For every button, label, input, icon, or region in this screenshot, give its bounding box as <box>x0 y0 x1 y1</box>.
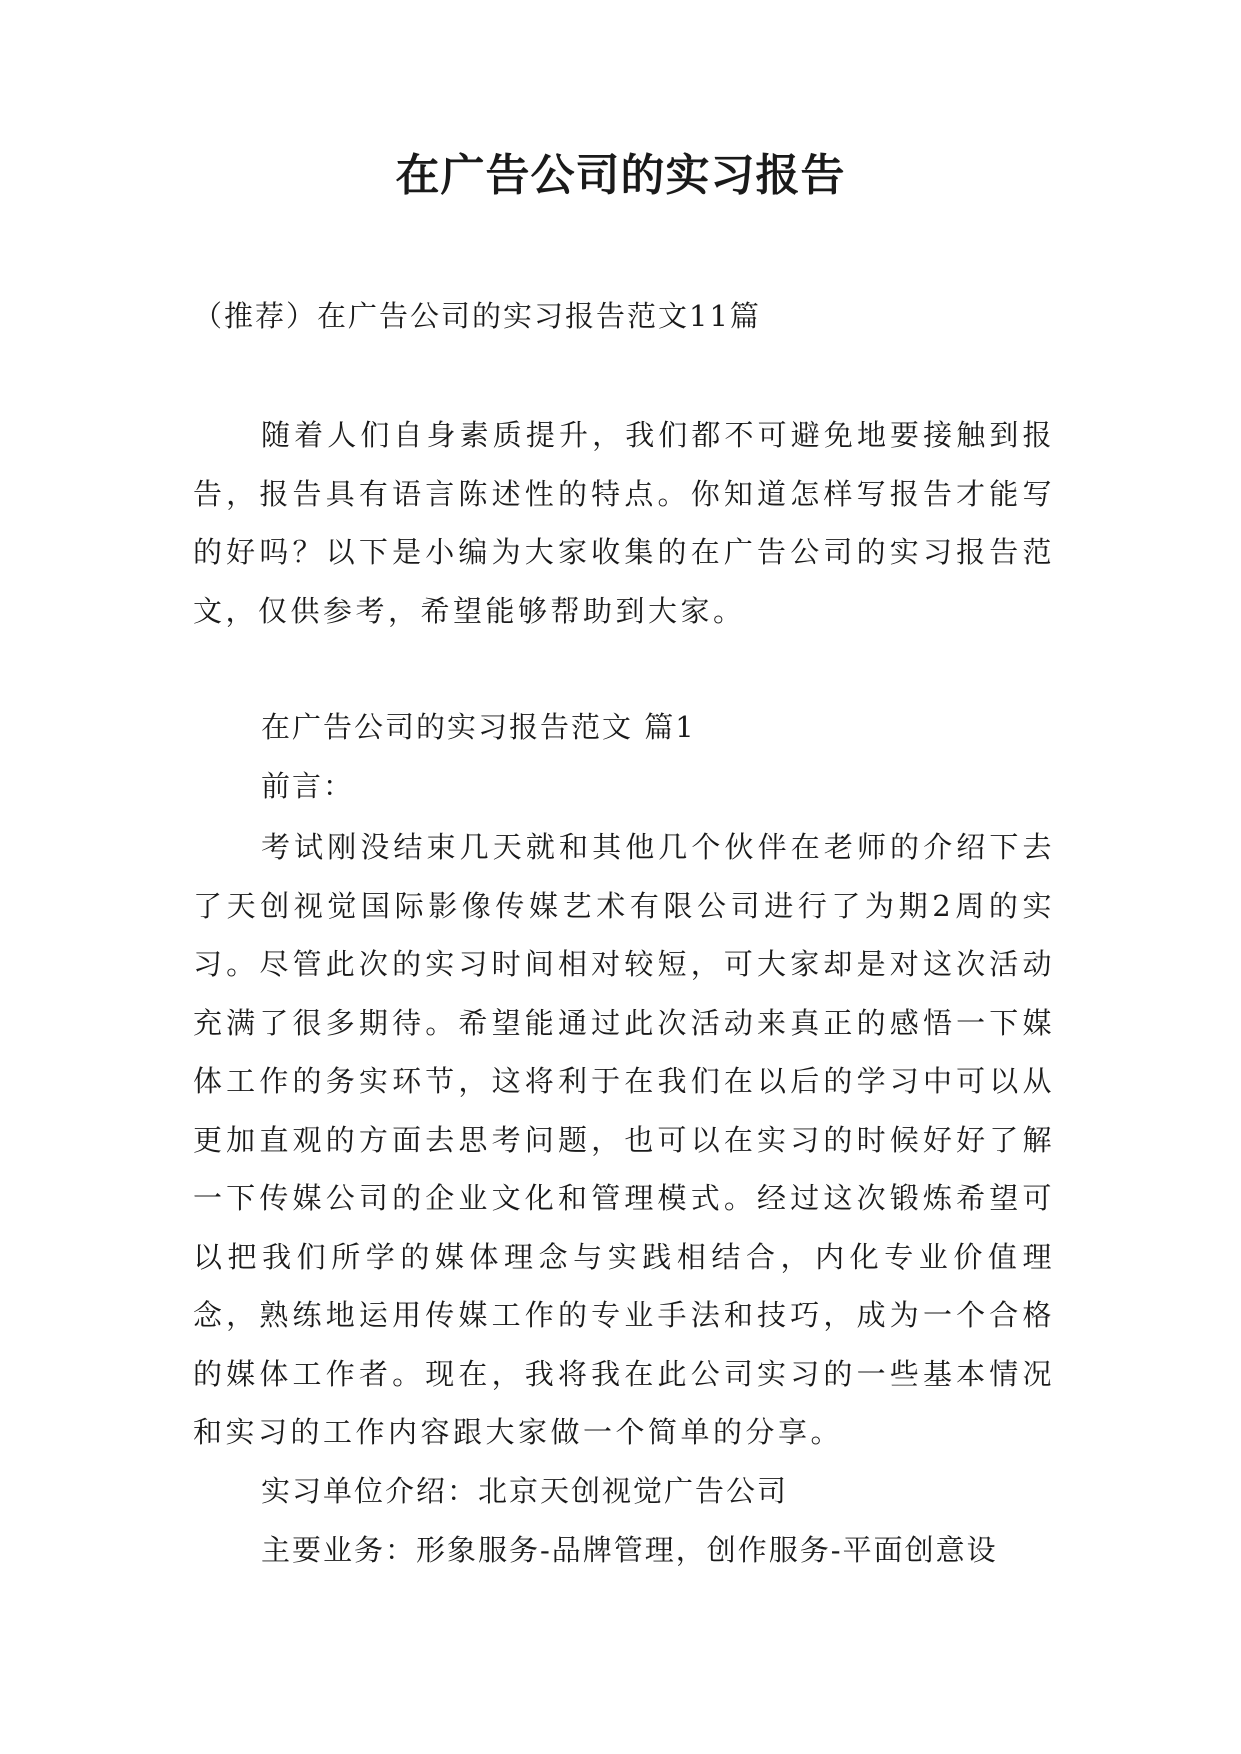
intro-paragraph: 随着人们自身素质提升，我们都不可避免地要接触到报告，报告具有语言陈述性的特点。你知道怎样写报告才能写的好吗？以下是小编为大家收集的在广告公司的实习报告范文，仅供参考，希望能够帮助到大家。 <box>193 418 1055 628</box>
preface-label: 前言： <box>261 769 355 803</box>
section-heading: 在广告公司的实习报告范文 篇1 <box>261 710 696 744</box>
main-business-line: 主要业务：形象服务-品牌管理，创作服务-平面创意设 <box>261 1533 998 1567</box>
preface-paragraph: 考试刚没结束几天就和其他几个伙伴在老师的介绍下去了天创视觉国际影像传媒艺术有限公司进行了为期2周的实习。尽管此次的实习时间相对较短，可大家却是对这次活动充满了很多期待。希望能通过此次活动来真正的感悟一下媒体工作的务实环节，这将利于在我们在以后的学习中可以从更加直观的方面去思考问题，也可以在实习的时候好好了解一下传媒公司的企业文化和管理模式。经过这次锻炼希望可以把我们所学的媒体理念与实践相结合，内化专业价值理念，熟练地运用传媒工作的专业手法和技巧，成为一个合格的媒体工作者。现在，我将我在此公司实习的一些基本情况和实习的工作内容跟大家做一个简单的分享。 <box>193 830 1055 1449</box>
document-subtitle: （推荐）在广告公司的实习报告范文11篇 <box>193 299 761 333</box>
unit-intro-line: 实习单位介绍：北京天创视觉广告公司 <box>261 1474 789 1508</box>
document-title: 在广告公司的实习报告 <box>395 150 846 201</box>
